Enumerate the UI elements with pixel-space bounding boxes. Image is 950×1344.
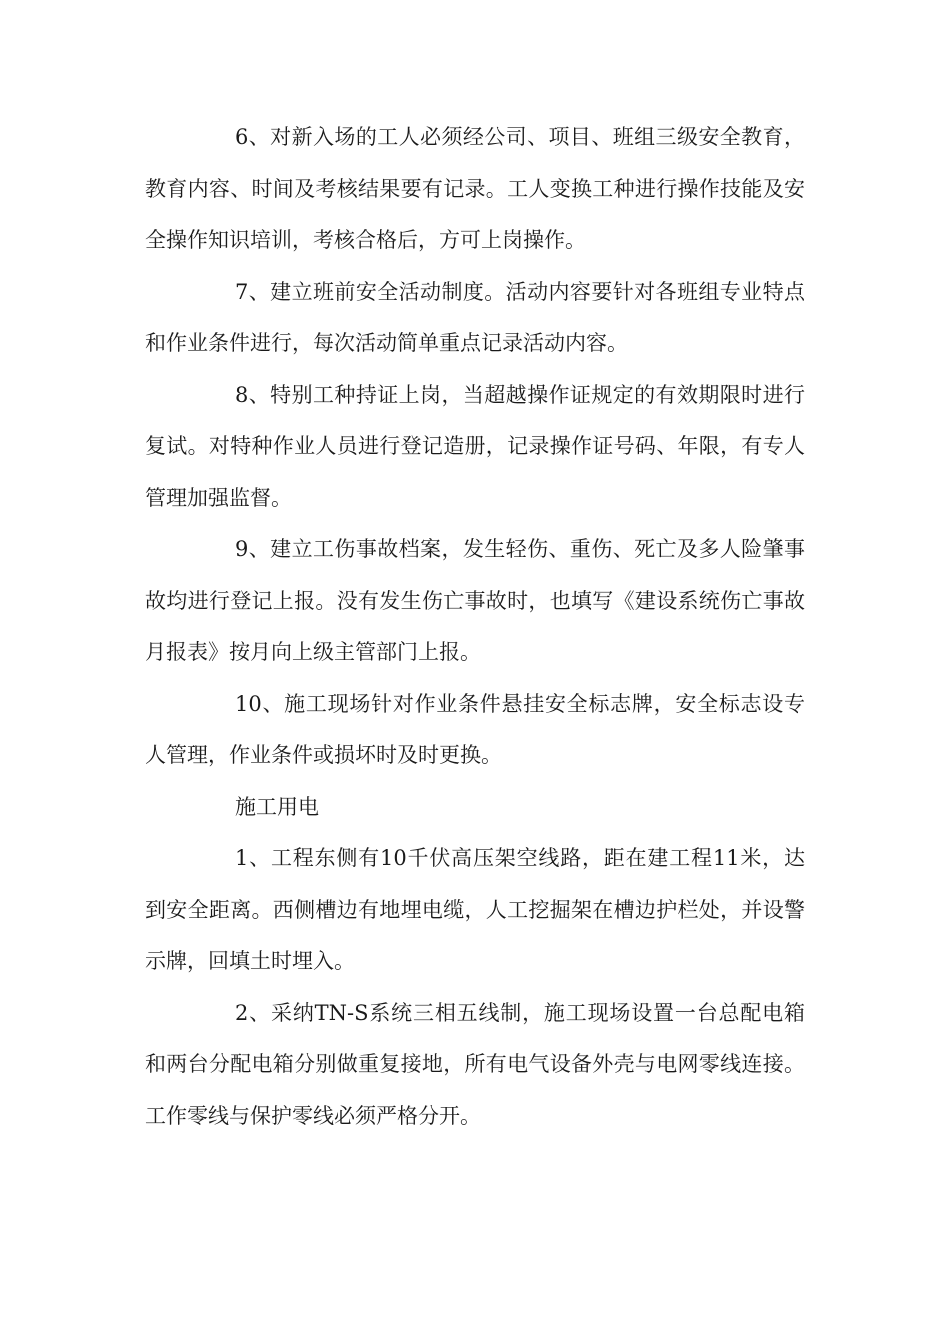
paragraph-item-6: 6、对新入场的工人必须经公司、项目、班组三级安全教育，教育内容、时间及考核结果要有记录。工人变换工种进行操作技能及安全操作知识培训，考核合格后，方可上岗操作。 — [145, 125, 805, 252]
section-heading-construction-power: 施工用电 — [235, 794, 319, 819]
paragraph-item-8: 8、特别工种持证上岗，当超越操作证规定的有效期限时进行复试。对特种作业人员进行登记造册，记录操作证号码、年限，有专人管理加强监督。 — [145, 382, 805, 510]
paragraph-item-9: 9、建立工伤事故档案，发生轻伤、重伤、死亡及多人险肇事故均进行登记上报。没有发生伤亡事故时，也填写《建设系统伤亡事故月报表》按月向上级主管部门上报。 — [145, 537, 805, 664]
document-body — [145, 112, 805, 1142]
paragraph-item-10: 10、施工现场针对作业条件悬挂安全标志牌，安全标志设专人管理，作业条件或损坏时及时更换。 — [145, 691, 805, 767]
paragraph-power-1: 1、工程东侧有10千伏高压架空线路，距在建工程11米，达到安全距离。西侧槽边有地埋电缆，人工挖掘架在槽边护栏处，并设警示牌，回填土时埋入。 — [145, 846, 805, 973]
paragraph-item-7: 7、建立班前安全活动制度。活动内容要针对各班组专业特点和作业条件进行，每次活动简单重点记录活动内容。 — [145, 279, 805, 355]
paragraph-power-2: 2、采纳TN-S系统三相五线制，施工现场设置一台总配电箱和两台分配电箱分别做重复接地，所有电气设备外壳与电网零线连接。工作零线与保护零线必须严格分开。 — [145, 1000, 805, 1128]
